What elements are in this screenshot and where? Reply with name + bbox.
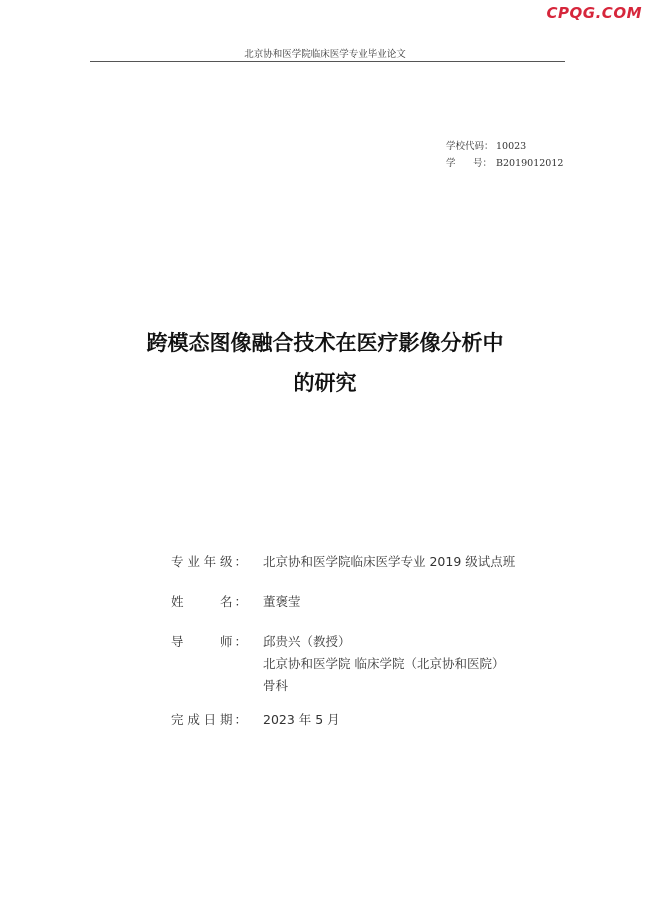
label-char: 名	[219, 594, 233, 609]
info-row-date	[171, 709, 515, 731]
label-char: 期	[219, 712, 233, 727]
info-table	[171, 551, 515, 731]
student-id-row	[446, 155, 563, 172]
advisor-institution: 北京协和医学院 临床学院（北京协和医院）	[263, 656, 505, 671]
label-char: 姓	[171, 594, 184, 609]
label-char: 年	[203, 554, 217, 569]
header-divider	[90, 61, 565, 62]
major-value: 北京协和医学院临床医学专业 2019 级试点班	[263, 554, 516, 569]
label-char: 业	[187, 554, 200, 569]
info-row-advisor	[171, 631, 515, 709]
label-colon: ：	[234, 712, 247, 727]
school-code-row	[446, 138, 563, 155]
school-code-value: 10023	[496, 141, 527, 152]
label-char: 成	[187, 712, 200, 727]
label-char: 完	[171, 712, 184, 727]
label-char: 级	[219, 554, 233, 569]
info-row-name	[171, 591, 515, 631]
thesis-title-line-1: 跨模态图像融合技术在医疗影像分析中	[146, 331, 504, 355]
running-header: 北京协和医学院临床医学专业毕业论文	[244, 49, 406, 60]
student-id-label-char: 号：	[472, 158, 492, 169]
date-label	[171, 709, 263, 731]
label-char: 日	[203, 712, 217, 727]
advisor-department: 骨科	[263, 678, 289, 693]
name-value: 董褒莹	[263, 594, 301, 609]
info-row-major	[171, 551, 515, 591]
label-char: 师	[219, 634, 233, 649]
advisor-name: 邱贵兴（教授）	[263, 634, 351, 649]
name-label	[171, 591, 263, 613]
label-colon: ：	[234, 554, 247, 569]
student-id-label-char: 学	[446, 158, 456, 169]
student-id-value: B2019012012	[496, 158, 564, 169]
label-colon: ：	[234, 594, 247, 609]
student-id-label	[446, 155, 496, 172]
watermark-logo: CPQG.COM	[546, 4, 642, 22]
advisor-value	[263, 631, 504, 697]
label-char: 导	[171, 634, 184, 649]
label-char: 专	[171, 554, 184, 569]
school-code-label: 学校代码：	[446, 141, 494, 152]
thesis-title-line-2: 的研究	[293, 371, 357, 395]
meta-block	[446, 138, 563, 172]
thesis-title	[0, 323, 650, 403]
advisor-label	[171, 631, 263, 653]
major-label	[171, 551, 263, 573]
label-colon: ：	[234, 634, 247, 649]
date-value: 2023 年 5 月	[263, 712, 340, 727]
